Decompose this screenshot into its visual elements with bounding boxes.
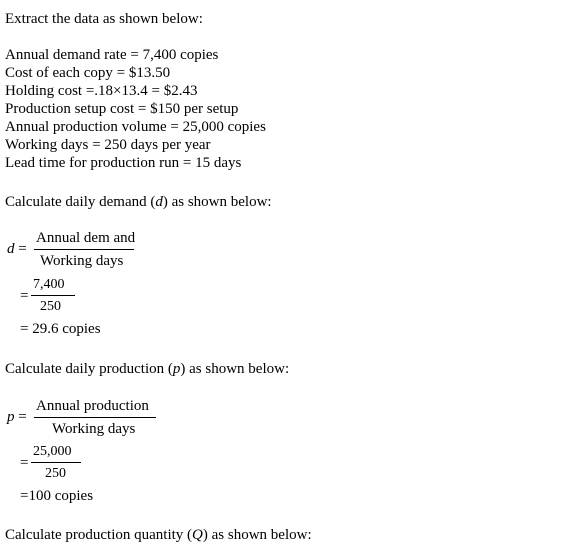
daily-demand-denominator: Working days [40, 253, 124, 269]
intro-text: Extract the data as shown below: [5, 11, 203, 27]
given-setup-cost: Production setup cost = $150 per setup [5, 101, 239, 117]
equals-sign: = [20, 455, 29, 471]
daily-demand-lhs: d = [7, 241, 27, 257]
given-lead-time: Lead time for production run = 15 days [5, 155, 242, 171]
equals-sign: = [20, 288, 29, 304]
daily-production-lhs: p = [7, 409, 27, 425]
given-cost-per-copy: Cost of each copy = $13.50 [5, 65, 171, 81]
daily-production-heading: Calculate daily production (p) as shown below: [5, 361, 290, 377]
daily-demand-den-value: 250 [40, 299, 61, 314]
given-annual-demand: Annual demand rate = 7,400 copies [5, 47, 219, 63]
given-annual-production: Annual production volume = 25,000 copies [5, 119, 266, 135]
daily-production-denominator: Working days [52, 421, 136, 437]
daily-production-numerator: Annual production [36, 398, 149, 414]
daily-production-num-value: 25,000 [33, 444, 72, 459]
daily-demand-num-value: 7,400 [33, 277, 65, 292]
daily-demand-numerator: Annual dem and [36, 230, 136, 246]
given-holding-cost: Holding cost =.18×13.4 = $2.43 [5, 83, 198, 99]
production-quantity-heading: Calculate production quantity (Q) as shown below: [5, 527, 312, 543]
given-working-days: Working days = 250 days per year [5, 137, 211, 153]
daily-production-den-value: 250 [45, 466, 66, 481]
daily-production-result: =100 copies [20, 488, 94, 504]
fraction-bar [34, 249, 134, 250]
fraction-bar [31, 462, 81, 463]
fraction-bar [31, 295, 75, 296]
daily-demand-result: = 29.6 copies [20, 321, 101, 337]
fraction-bar [34, 417, 156, 418]
daily-demand-heading: Calculate daily demand (d) as shown below: [5, 194, 272, 210]
